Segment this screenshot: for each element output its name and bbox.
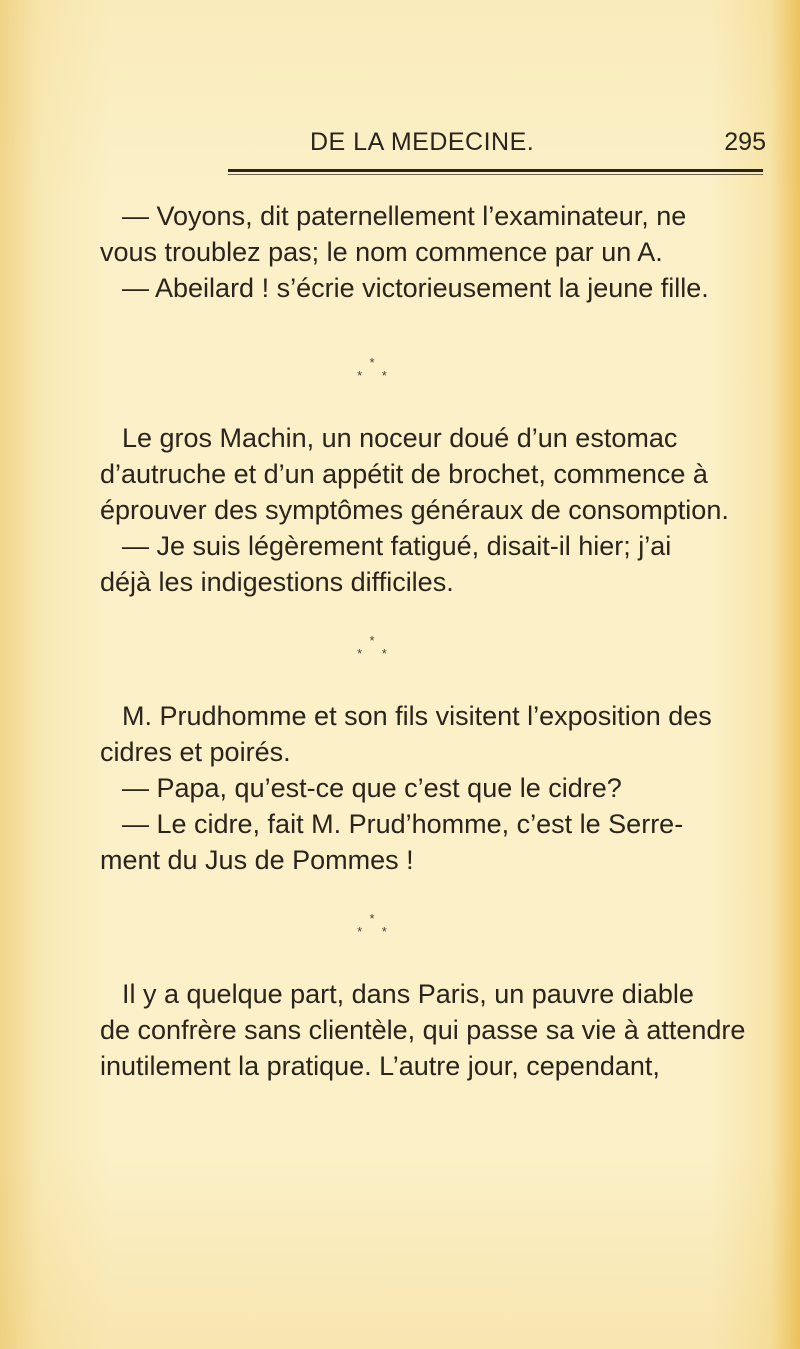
text-line: — Papa, qu’est-ce que c’est que le cidre? <box>122 773 622 803</box>
asterism-bottom: * * <box>357 646 395 661</box>
asterism-top: * <box>369 633 375 648</box>
paragraph-prudhomme <box>100 698 770 878</box>
text-line: — Abeilard ! s’écrie victorieusement la jeune fille. <box>122 273 709 303</box>
header-rule <box>228 169 763 172</box>
text-line: de confrère sans clientèle, qui passe sa vie à attendre <box>100 1015 746 1045</box>
text-line: d’autruche et d’un appétit de brochet, commence à <box>100 459 708 489</box>
text-line: cidres et poirés. <box>100 737 291 767</box>
asterism-bottom: * * <box>357 924 395 939</box>
page-header <box>228 124 796 164</box>
text-line: — Je suis légèrement fatigué, disait-il hier; j’ai <box>122 531 672 561</box>
paragraph-confrere <box>100 976 770 1084</box>
asterism-bottom: * * <box>357 368 395 383</box>
section-separator <box>342 356 402 382</box>
text-line: — Voyons, dit paternellement l’examinateur, ne <box>122 201 687 231</box>
section-separator <box>342 912 402 938</box>
header-rule-thin <box>228 174 763 175</box>
page-number: 295 <box>724 128 766 156</box>
text-line: Il y a quelque part, dans Paris, un pauvre diable <box>122 979 694 1009</box>
paragraph-machin <box>100 420 770 600</box>
text-line: Le gros Machin, un noceur doué d’un estomac <box>122 423 678 453</box>
text-line: — Le cidre, fait M. Prud’homme, c’est le Serre- <box>122 809 684 839</box>
running-title: DE LA MEDECINE. <box>310 128 535 156</box>
asterism-top: * <box>369 911 375 926</box>
text-line: déjà les indigestions difficiles. <box>100 567 454 597</box>
text-line: inutilement la pratique. L’autre jour, cependant, <box>100 1051 660 1081</box>
text-line: éprouver des symptômes généraux de consomption. <box>100 495 729 525</box>
text-line: M. Prudhomme et son fils visitent l’exposition des <box>122 701 712 731</box>
text-line: vous troublez pas; le nom commence par un A. <box>100 237 663 267</box>
paragraph-examinateur <box>100 198 770 306</box>
text-line: ment du Jus de Pommes ! <box>100 845 414 875</box>
section-separator <box>342 634 402 660</box>
asterism-top: * <box>369 355 375 370</box>
